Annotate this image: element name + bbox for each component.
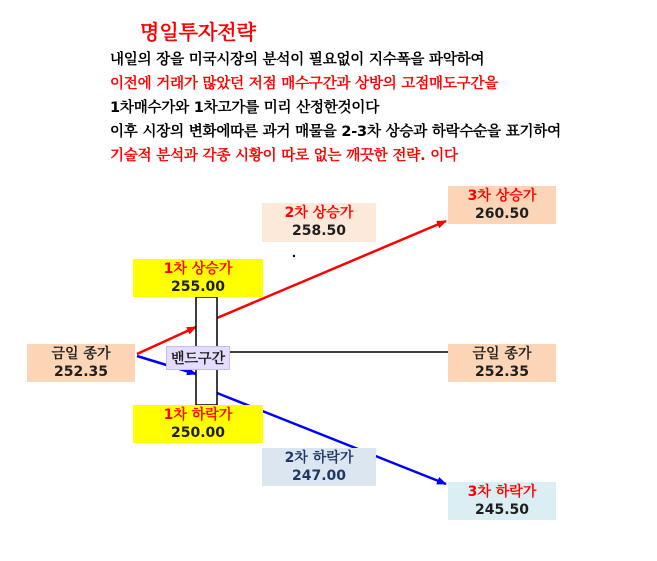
close-right-value: 252.35 bbox=[474, 364, 530, 380]
first-rise-value: 255.00 bbox=[170, 279, 226, 295]
close-left-value: 252.35 bbox=[53, 364, 109, 380]
description-line-3: 1차매수가와 1차고가를 미리 산정한것이다 bbox=[110, 100, 380, 116]
stray-dot bbox=[293, 255, 295, 257]
second-rise-box bbox=[262, 203, 376, 242]
description-line-5: 기술적 분석과 각종 시황이 따로 없는 깨끗한 전략. 이다 bbox=[110, 148, 458, 164]
second-rise-label: 2차 상승가 bbox=[284, 205, 354, 221]
third-rise-value: 260.50 bbox=[474, 206, 530, 222]
third-rise-box bbox=[448, 186, 556, 224]
first-fall-label: 1차 하락가 bbox=[163, 407, 233, 423]
first-rise-label: 1차 상승가 bbox=[163, 261, 233, 277]
close-price-left-box bbox=[27, 344, 135, 382]
first-fall-value: 250.00 bbox=[170, 425, 226, 441]
second-fall-label: 2차 하락가 bbox=[284, 450, 354, 466]
first-rise-box bbox=[133, 259, 263, 297]
description-line-2: 이전에 거래가 많았던 저점 매수구간과 상방의 고점매도구간을 bbox=[110, 76, 499, 92]
second-fall-box bbox=[262, 448, 376, 486]
close-right-label: 금일 종가 bbox=[472, 346, 532, 362]
second-rise-value: 258.50 bbox=[291, 223, 347, 239]
band-zone-label: 밴드구간 bbox=[166, 346, 230, 370]
third-fall-label: 3차 하락가 bbox=[467, 484, 537, 500]
first-fall-box bbox=[133, 405, 263, 443]
strategy-title: 명일투자전략 bbox=[140, 20, 256, 44]
description-line-4: 이후 시장의 변화에따른 과거 매물을 2-3차 상승과 하락수순을 표기하여 bbox=[110, 124, 561, 140]
close-left-label: 금일 종가 bbox=[51, 346, 111, 362]
third-fall-value: 245.50 bbox=[474, 502, 530, 518]
second-fall-value: 247.00 bbox=[291, 468, 347, 484]
description-line-1: 내일의 장을 미국시장의 분석이 필요없이 지수폭을 파악하여 bbox=[110, 52, 485, 68]
third-rise-label: 3차 상승가 bbox=[467, 188, 537, 204]
third-fall-box bbox=[448, 482, 556, 520]
close-price-right-box bbox=[448, 344, 556, 382]
